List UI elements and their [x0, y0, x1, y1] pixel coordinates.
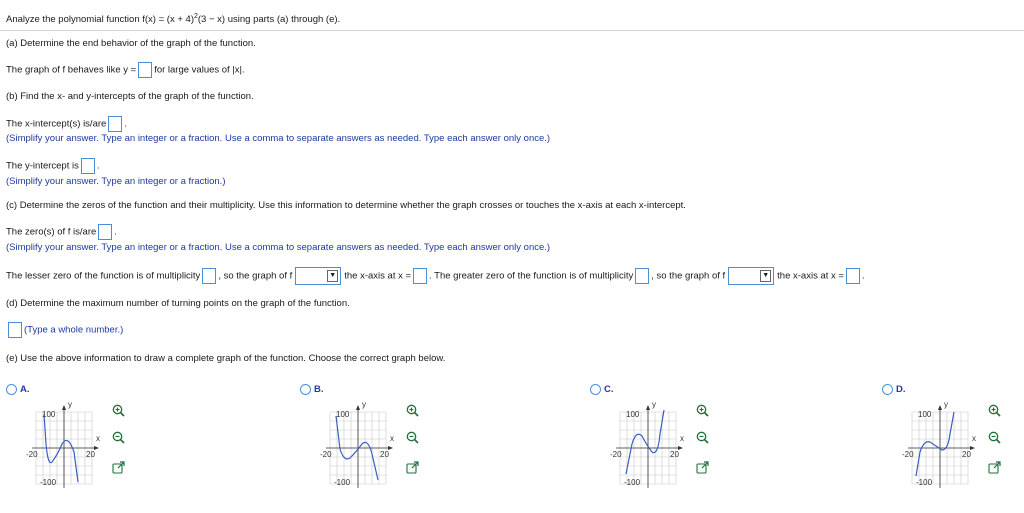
- zoom-in-icon[interactable]: [112, 404, 125, 417]
- greater-multiplicity-input[interactable]: [635, 268, 649, 284]
- statement-prefix: Analyze the polynomial function f(x) = (x + 4): [6, 14, 194, 26]
- popout-icon[interactable]: [988, 461, 1001, 474]
- turning-points-input[interactable]: [8, 322, 22, 338]
- x-axis-label: x: [96, 434, 100, 443]
- option-label: A.: [20, 384, 30, 396]
- option-label: B.: [314, 384, 324, 396]
- greater-zero-input[interactable]: [846, 268, 860, 284]
- lesser-text-3: the x-axis at x =: [344, 270, 412, 282]
- xint-line: The x-intercept(s) is/are .: [6, 116, 127, 132]
- x-min-label: -20: [610, 450, 622, 459]
- option-radio[interactable]: [882, 384, 906, 395]
- graph-thumbnail: [322, 404, 394, 490]
- yint-line: The y-intercept is .: [6, 158, 100, 174]
- graph-thumbnail: [612, 404, 684, 490]
- lesser-text-2: , so the graph of f: [218, 270, 293, 282]
- part-e-heading: (e) Use the above information to draw a complete graph of the function. Choose the correct graph below.: [6, 353, 446, 364]
- x-max-label: 20: [86, 450, 95, 459]
- yint-input[interactable]: [81, 158, 95, 174]
- yint-hint: (Simplify your answer. Type an integer or a fraction.): [6, 176, 226, 187]
- x-max-label: 20: [962, 450, 971, 459]
- y-max-label: 100: [336, 410, 350, 419]
- x-axis-label: x: [390, 434, 394, 443]
- greater-text-3: the x-axis at x =: [777, 270, 844, 282]
- xint-label: The x-intercept(s) is/are: [6, 118, 107, 130]
- part-d-heading: (d) Determine the maximum number of turning points on the graph of the function.: [6, 298, 350, 309]
- greater-crosses-dropdown[interactable]: [728, 267, 774, 285]
- graph-curve: [916, 412, 954, 476]
- part-a-heading: (a) Determine the end behavior of the graph of the function.: [6, 38, 256, 49]
- end-behavior-before: The graph of f behaves like y =: [6, 64, 137, 76]
- yint-label: The y-intercept is: [6, 160, 79, 172]
- radio-button[interactable]: [882, 384, 893, 395]
- option-radio[interactable]: [300, 384, 324, 395]
- popout-icon[interactable]: [112, 461, 125, 474]
- y-min-label: -100: [624, 478, 641, 487]
- lesser-text-1: The lesser zero of the function is of multiplicity: [6, 270, 201, 282]
- zoom-in-icon[interactable]: [696, 404, 709, 417]
- x-min-label: -20: [26, 450, 38, 459]
- greater-text-1: The greater zero of the function is of multiplicity: [434, 270, 634, 282]
- radio-button[interactable]: [300, 384, 311, 395]
- graph-thumbnail: [28, 404, 100, 490]
- y-max-label: 100: [42, 410, 56, 419]
- y-min-label: -100: [334, 478, 351, 487]
- y-max-label: 100: [918, 410, 932, 419]
- popout-icon[interactable]: [696, 461, 709, 474]
- zeros-label: The zero(s) of f is/are: [6, 226, 97, 238]
- graph-curve: [626, 410, 664, 474]
- zeros-input[interactable]: [98, 224, 112, 240]
- y-min-label: -100: [916, 478, 933, 487]
- y-axis-label: y: [362, 400, 366, 409]
- y-axis-label: y: [652, 400, 656, 409]
- popout-icon[interactable]: [406, 461, 419, 474]
- zoom-out-icon[interactable]: [112, 431, 125, 444]
- option-label: D.: [896, 384, 906, 396]
- greater-text-2: , so the graph of f: [651, 270, 726, 282]
- radio-button[interactable]: [6, 384, 17, 395]
- xint-input[interactable]: [108, 116, 122, 132]
- zeros-hint: (Simplify your answer. Type an integer or a fraction. Use a comma to separate answers as needed. Type each answer only once.): [6, 242, 551, 253]
- chevron-down-icon: ▼: [760, 270, 771, 282]
- problem-statement: [6, 13, 340, 25]
- turning-points-hint: (Type a whole number.): [24, 324, 124, 336]
- x-min-label: -20: [902, 450, 914, 459]
- divider: [0, 30, 1024, 31]
- end-behavior-input[interactable]: [138, 62, 152, 78]
- zoom-in-icon[interactable]: [988, 404, 1001, 417]
- radio-button[interactable]: [590, 384, 601, 395]
- turning-points-line: [6, 322, 123, 338]
- y-max-label: 100: [626, 410, 640, 419]
- x-axis-label: x: [680, 434, 684, 443]
- x-max-label: 20: [380, 450, 389, 459]
- x-axis-label: x: [972, 434, 976, 443]
- option-radio[interactable]: [6, 384, 30, 395]
- xint-hint: (Simplify your answer. Type an integer or a fraction. Use a comma to separate answers as needed. Type each answer only once.): [6, 133, 551, 144]
- statement-exponent: 2: [193, 13, 198, 20]
- zeros-line: The zero(s) of f is/are .: [6, 224, 117, 240]
- end-behavior-after: for large values of |x|.: [154, 64, 245, 76]
- graph-thumbnail: [904, 404, 976, 490]
- lesser-multiplicity-input[interactable]: [202, 268, 216, 284]
- y-axis-label: y: [944, 400, 948, 409]
- y-min-label: -100: [40, 478, 57, 487]
- zoom-out-icon[interactable]: [406, 431, 419, 444]
- multiplicity-line: The lesser zero of the function is of multiplicity , so the graph of f ▼ the x-axis at x = . The greater zero of the function is of multiplicity , so the graph of f ▼ the x-axis at x = .: [6, 267, 865, 285]
- statement-suffix: (3 − x) using parts (a) through (e).: [197, 14, 341, 26]
- chevron-down-icon: ▼: [327, 270, 338, 282]
- end-behavior-line: [6, 62, 245, 78]
- option-label: C.: [604, 384, 614, 396]
- zoom-out-icon[interactable]: [696, 431, 709, 444]
- zoom-in-icon[interactable]: [406, 404, 419, 417]
- x-max-label: 20: [670, 450, 679, 459]
- lesser-zero-input[interactable]: [413, 268, 427, 284]
- part-b-heading: (b) Find the x- and y-intercepts of the graph of the function.: [6, 91, 254, 102]
- part-c-heading: (c) Determine the zeros of the function and their multiplicity. Use this information to determine whether the graph crosses or touches the x-axis at each x-intercept.: [6, 200, 686, 211]
- x-min-label: -20: [320, 450, 332, 459]
- y-axis-label: y: [68, 400, 72, 409]
- lesser-crosses-dropdown[interactable]: [295, 267, 341, 285]
- zoom-out-icon[interactable]: [988, 431, 1001, 444]
- option-radio[interactable]: [590, 384, 614, 395]
